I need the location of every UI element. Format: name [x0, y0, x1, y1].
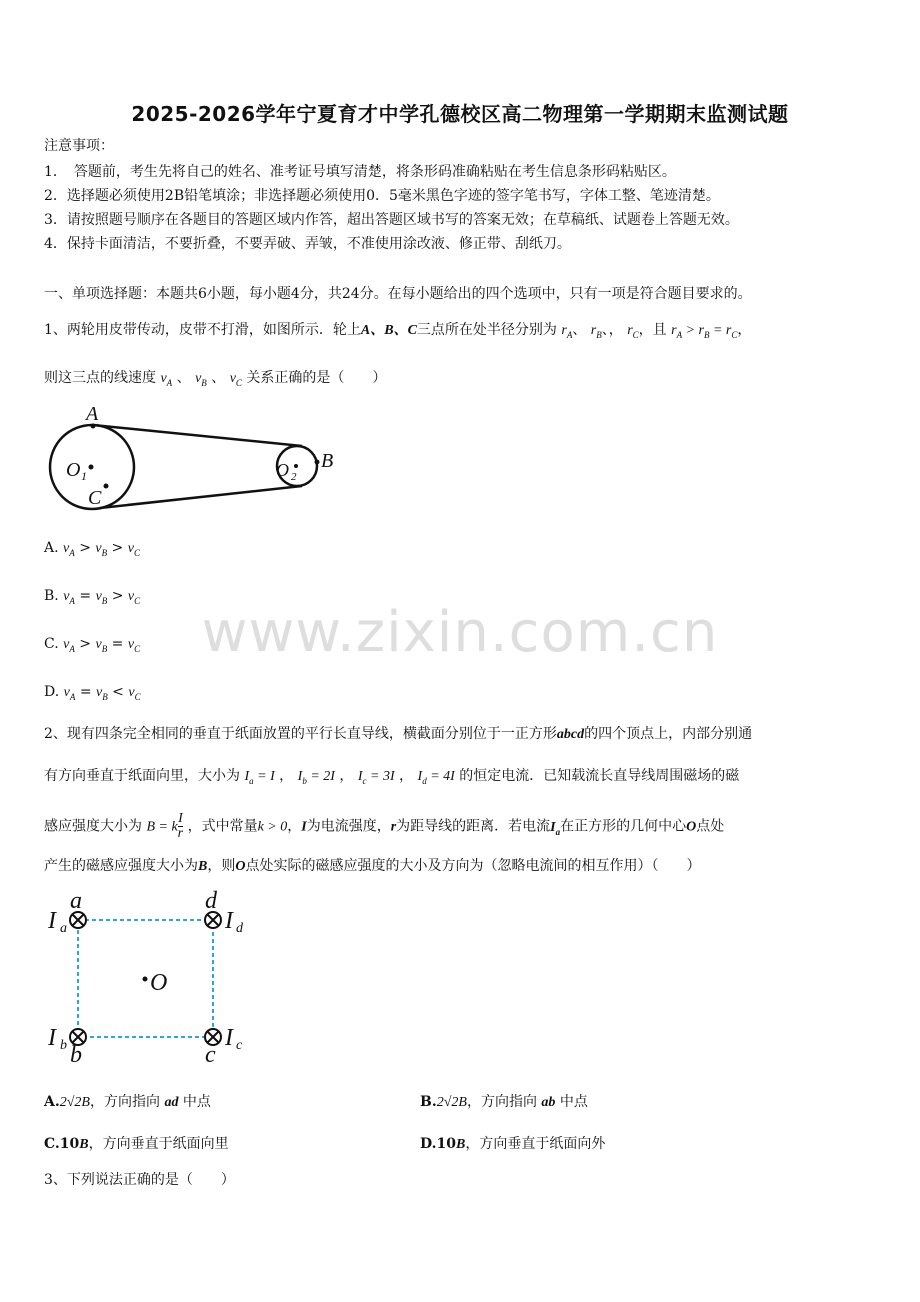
- wire-a-icon: [70, 912, 86, 928]
- q2-stem-4: 产生的磁感应强度大小为B，则O点处实际的磁感应强度的大小及方向为（忽略电流间的相互作用）（ ）: [44, 858, 701, 874]
- belt-bottom: [100, 486, 302, 508]
- notice-item: 4．保持卡面清洁，不要折叠，不要弄破、弄皱，不准使用涂改液、修正带、刮纸刀。: [44, 236, 571, 252]
- svg-text:d: d: [236, 921, 243, 936]
- label-ib: I: [48, 1025, 56, 1051]
- q2-option-a[interactable]: A.2√2B，方向指向 ad 中点: [44, 1094, 211, 1110]
- q1-stem: 1、两轮用皮带传动，皮带不打滑，如图所示．轮上A、B、C三点所在处半径分别为 $r_A$、 $r_B$、， $r_C$，且 $r_A > r_B = r_C$，: [44, 322, 752, 340]
- q2-option-b[interactable]: B.2√2B，方向指向 ab 中点: [420, 1094, 588, 1110]
- label-b: b: [70, 1042, 82, 1068]
- center-o2-dot: [294, 464, 298, 468]
- q2-option-d[interactable]: D.10B，方向垂直于纸面向外: [420, 1136, 606, 1152]
- label-d: d: [205, 888, 217, 914]
- q1-option-d[interactable]: D. $v_A = v_B < v_C$: [44, 684, 141, 702]
- q1-option-c[interactable]: C. $v_A > v_B = v_C$: [44, 636, 141, 654]
- watermark: www.zixin.com.cn: [201, 600, 719, 665]
- q1-stem-2: 则这三点的线速度 $v_A$ 、 $v_B$ 、 $v_C$ 关系正确的是（ ）: [44, 370, 387, 388]
- label-b: B: [321, 450, 334, 472]
- label-o1: O: [66, 459, 81, 481]
- label-o2-sub: 2: [291, 471, 297, 483]
- label-ia: I: [48, 908, 56, 934]
- label-a: A: [86, 403, 99, 425]
- notice-item: 3．请按照题号顺序在各题目的答题区域内作答，超出答题区域书写的答案无效；在草稿纸、试题卷上答题无效。: [44, 212, 739, 228]
- label-id: I: [225, 908, 233, 934]
- page-title: 2025-2026学年宁夏育才中学孔德校区高二物理第一学期期末监测试题: [131, 102, 789, 126]
- q1-option-b[interactable]: B. $v_A = v_B > v_C$: [44, 588, 141, 606]
- notice-heading: 注意事项：: [44, 138, 114, 154]
- q1-option-a[interactable]: A. $v_A > v_B > v_C$: [44, 540, 140, 558]
- q3-stem: 3、下列说法正确的是（ ）: [44, 1172, 235, 1188]
- point-c-dot: [104, 484, 109, 489]
- notice-item: 1． 答题前，考生先将自己的姓名、准考证号填写清楚，将条形码准确粘贴在考生信息条形码粘贴区。: [44, 164, 676, 180]
- label-a: a: [70, 888, 82, 914]
- q2-stem-2: 有方向垂直于纸面向里，大小为 $I_a = I$ ， $I_b = 2I$ ， $I_c = 3I$ ， $I_d = 4I$ 的恒定电流．已知载流长直导线周围磁场的磁: [44, 768, 740, 786]
- wire-d-icon: [205, 912, 221, 928]
- svg-text:a: a: [60, 921, 67, 936]
- label-o: O: [150, 970, 168, 996]
- q2-square-figure: [40, 886, 260, 1066]
- svg-text:c: c: [236, 1038, 243, 1053]
- label-o1-sub: 1: [81, 469, 87, 483]
- belt-top: [93, 425, 302, 446]
- center-o-dot: [143, 977, 148, 982]
- label-c: C: [88, 487, 102, 509]
- q1-belt-figure: [40, 400, 350, 520]
- notice-item: 2．选择题必须使用2B铅笔填涂；非选择题必须使用0．5毫米黑色字迹的签字笔书写，字体工整、笔迹清楚。: [44, 188, 720, 204]
- point-b-dot: [315, 460, 320, 465]
- q2-stem-1: 2、现有四条完全相同的垂直于纸面放置的平行长直导线，横截面分别位于一正方形abcd的四个顶点上，内部分别通: [44, 726, 753, 742]
- q2-option-c[interactable]: C.10B，方向垂直于纸面向里: [44, 1136, 229, 1152]
- q2-stem-3: 感应强度大小为 B = k $\frac{I}{r}$ ，式中常量k > 0，I为电流强度，r为距导线的距离．若电流$I_a$在正方形的几何中心O点处: [44, 811, 725, 841]
- center-o1-dot: [89, 465, 94, 470]
- label-ic: I: [225, 1025, 233, 1051]
- label-c: c: [205, 1042, 216, 1068]
- section-heading: 一、单项选择题：本题共6小题，每小题4分，共24分。在每小题给出的四个选项中，只有一项是符合题目要求的。: [44, 286, 752, 302]
- label-o2: O: [276, 460, 289, 480]
- svg-text:b: b: [60, 1038, 67, 1053]
